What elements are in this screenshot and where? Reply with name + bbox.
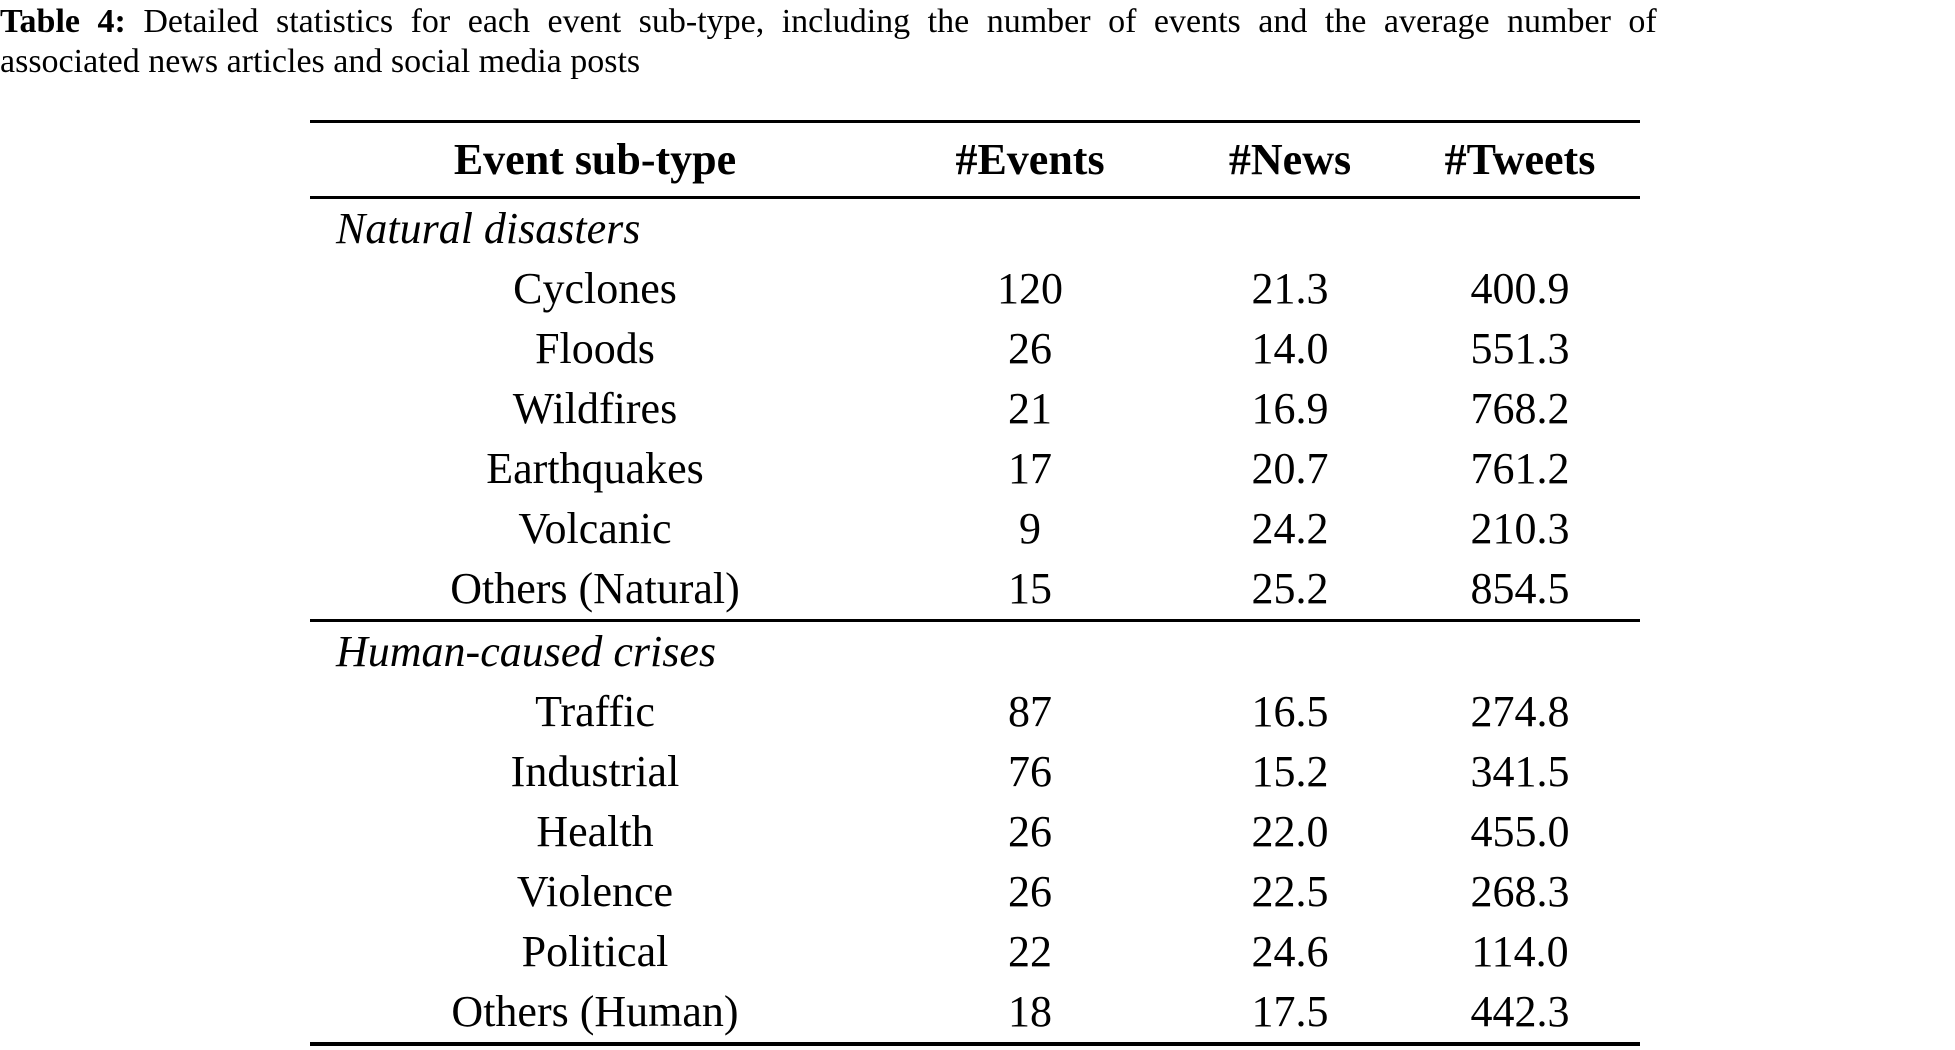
cell-subtype: Others (Human) (451, 987, 739, 1036)
cell-subtype: Earthquakes (486, 444, 704, 493)
cell-news: 15.2 (1251, 747, 1329, 796)
header-tweets: #Tweets (1444, 135, 1596, 184)
section-natural-disasters (310, 199, 1640, 619)
cell-news: 25.2 (1251, 564, 1329, 613)
cell-tweets: 761.2 (1470, 444, 1570, 493)
cell-events: 87 (1008, 687, 1052, 736)
cell-news: 17.5 (1251, 987, 1329, 1036)
cell-subtype: Floods (535, 324, 655, 373)
cell-subtype: Health (536, 807, 654, 856)
cell-subtype: Wildfires (512, 384, 678, 433)
cell-news: 24.6 (1251, 927, 1329, 976)
cell-events: 17 (1008, 444, 1052, 493)
cell-events: 120 (997, 264, 1063, 313)
cell-events: 22 (1008, 927, 1052, 976)
caption-table-number: Table 4: (0, 3, 126, 40)
cell-subtype: Industrial (510, 747, 680, 796)
cell-events: 26 (1008, 807, 1052, 856)
table-header-row (310, 123, 1640, 199)
cell-events: 26 (1008, 324, 1052, 373)
table-row (310, 559, 1640, 619)
caption-line-2: associated news articles and social media posts (0, 43, 641, 80)
cell-subtype: Political (521, 927, 669, 976)
caption-text: Detailed statistics for each event sub-type, including the number of events and the average number of (143, 3, 1657, 40)
table-caption (0, 2, 1955, 82)
table-row (310, 439, 1640, 499)
table-row (310, 982, 1640, 1042)
cell-subtype: Volcanic (518, 504, 672, 553)
cell-tweets: 268.3 (1470, 867, 1570, 916)
cell-subtype: Traffic (535, 687, 655, 736)
cell-news: 22.0 (1251, 807, 1329, 856)
cell-tweets: 442.3 (1470, 987, 1570, 1036)
cell-tweets: 210.3 (1470, 504, 1570, 553)
cell-news: 16.5 (1251, 687, 1329, 736)
cell-news: 24.2 (1251, 504, 1329, 553)
cell-news: 20.7 (1251, 444, 1329, 493)
cell-tweets: 400.9 (1470, 264, 1570, 313)
table-row (310, 379, 1640, 439)
cell-news: 21.3 (1251, 264, 1329, 313)
cell-tweets: 114.0 (1471, 927, 1569, 976)
header-news: #News (1228, 135, 1352, 184)
header-events: #Events (955, 135, 1105, 184)
cell-tweets: 854.5 (1470, 564, 1570, 613)
table-row (310, 319, 1640, 379)
table-row (310, 259, 1640, 319)
table-row (310, 499, 1640, 559)
cell-events: 18 (1008, 987, 1052, 1036)
cell-tweets: 274.8 (1470, 687, 1570, 736)
cell-subtype: Violence (516, 867, 674, 916)
section-label: Human-caused crises (336, 627, 717, 676)
cell-events: 9 (1019, 504, 1041, 553)
section-label: Natural disasters (336, 204, 641, 253)
cell-events: 21 (1008, 384, 1052, 433)
cell-news: 14.0 (1251, 324, 1329, 373)
cell-tweets: 455.0 (1470, 807, 1570, 856)
table-row (310, 922, 1640, 982)
cell-news: 16.9 (1251, 384, 1329, 433)
cell-tweets: 768.2 (1470, 384, 1570, 433)
cell-events: 26 (1008, 867, 1052, 916)
cell-events: 76 (1008, 747, 1052, 796)
table-row (310, 802, 1640, 862)
cell-subtype: Cyclones (513, 264, 677, 313)
cell-events: 15 (1008, 564, 1052, 613)
table-row (310, 742, 1640, 802)
cell-news: 22.5 (1251, 867, 1329, 916)
section-human-caused-crises (310, 619, 1640, 1042)
cell-tweets: 551.3 (1470, 324, 1570, 373)
cell-subtype: Others (Natural) (450, 564, 740, 613)
caption-line-1 (0, 2, 1955, 42)
table-row (310, 862, 1640, 922)
cell-tweets: 341.5 (1470, 747, 1570, 796)
table-row (310, 682, 1640, 742)
header-event-subtype: Event sub-type (453, 135, 737, 184)
stats-table (310, 120, 1640, 1046)
